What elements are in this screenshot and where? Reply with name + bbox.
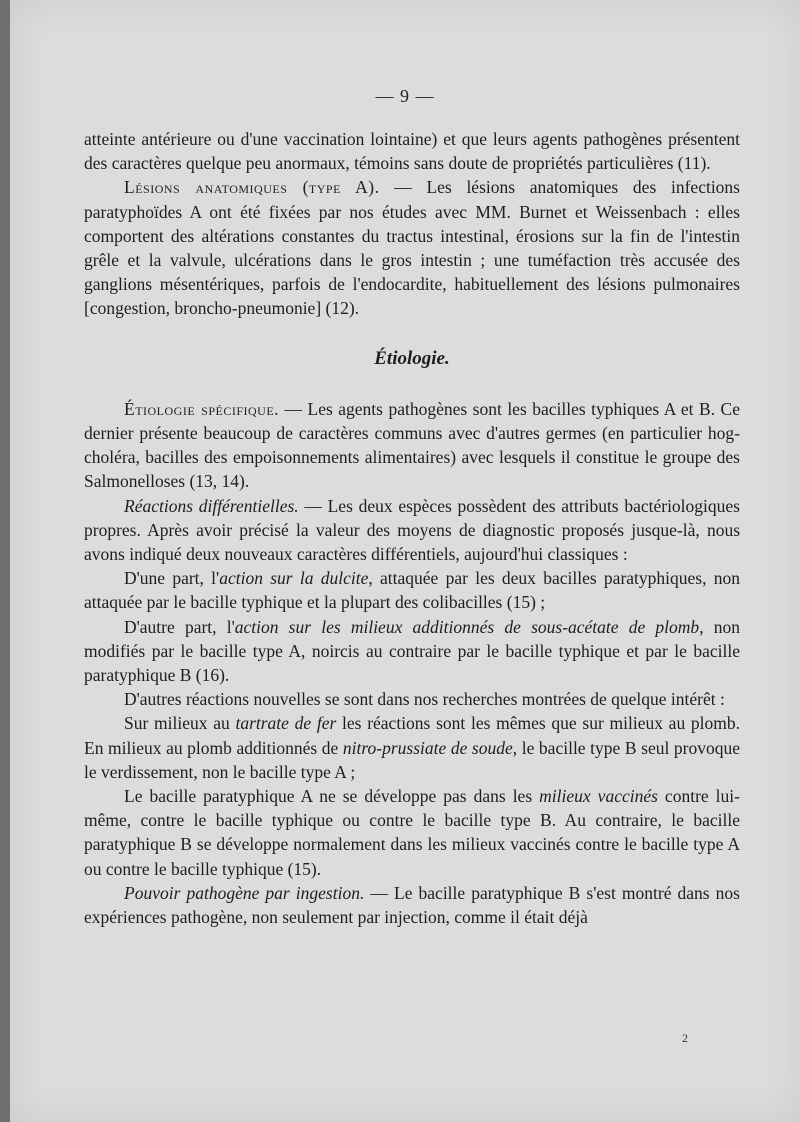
tartrate-italic: tartrate de fer xyxy=(235,713,337,734)
paragraph-1: atteinte antérieure ou d'une vaccination lointaine) et que leurs agents pathogènes présentent des caractères quelque peu anormaux, témoins sans doute de propriétés particulières (11). xyxy=(84,129,740,174)
plomb-italic: action sur les milieux additionnés de sous-acétate de plomb xyxy=(234,616,700,637)
vaccines-text-c: contre lui-même, contre le bacille typhique ou contre le bacille type B. Au contraire, le bacille paratyphique B se développe normalement dans les milieux vaccinés contre le bacille type A ou contre le bacille typhique (15). xyxy=(84,786,740,879)
reactions-text: — Les deux espèces possèdent des attributs bactériologiques propres. Après avoir précisé la valeur des moyens de diagnostic proposés jusque-là, nous avons indiqué deux nouveaux caractères différentiels, aujourd'hui classiques : xyxy=(84,495,740,565)
plomb-text-c: , non modifiés par le bacille type A, noircis au contraire par le bacille typhique et par le bacille paratyphique B (16). xyxy=(84,616,740,686)
reactions-run-in-heading: Réactions différentielles. xyxy=(124,495,299,516)
etiologie-run-in-heading: Étiologie spécifique. xyxy=(124,398,280,419)
paragraph-pouvoir xyxy=(84,881,740,929)
paragraph-lesions xyxy=(84,175,740,320)
vaccines-text-a: Le bacille paratyphique A ne se développe pas dans les xyxy=(124,786,540,807)
paragraph-reactions-nouvelles: D'autres réactions nouvelles se sont dans nos recherches montrées de quelque intérêt : xyxy=(124,689,725,710)
paragraph-dulcite xyxy=(84,566,740,614)
page-body xyxy=(84,127,740,929)
dulcite-text-c: , attaquée par les deux bacilles paratyphiques, non attaquée par le bacille typhique et la plupart des colibacilles (15) ; xyxy=(84,568,740,613)
paragraph-etiologie xyxy=(84,397,740,494)
lesions-run-in-heading: Lésions anatomiques (type A). xyxy=(124,177,380,198)
plomb-text-a: D'autre part, l' xyxy=(124,616,235,637)
tartrate-text-a: Sur milieux au xyxy=(124,713,236,734)
document-page xyxy=(10,0,800,1122)
tartrate-text-e: , le bacille type B seul provoque le verdissement, non le bacille type A ; xyxy=(84,737,740,782)
dulcite-italic: action sur la dulcite xyxy=(219,568,369,589)
section-heading: Étiologie. xyxy=(374,347,450,369)
pouvoir-run-in-heading: Pouvoir pathogène par ingestion. xyxy=(124,882,365,903)
dulcite-text-a: D'une part, l' xyxy=(124,568,220,589)
paragraph-reactions xyxy=(84,494,740,567)
paragraph-tartrate xyxy=(84,711,740,784)
page-number: — 9 — xyxy=(375,86,435,106)
signature-mark: 2 xyxy=(682,1031,688,1045)
lesions-text: — Les lésions anatomiques des infections paratyphoïdes A ont été fixées par nos études avec MM. Burnet et Weissenbach : elles comportent des altérations constantes du tractus intestinal, érosions sur la fin de l'intestin grêle et la valvule, ulcérations dans le gros intestin ; une tuméfaction très accusée des ganglions mésentériques, parfois de l'endocardite, habituellement des lésions pulmonaires [congestion, broncho-pneumonie] (12). xyxy=(84,177,740,319)
pouvoir-text: — Le bacille paratyphique B s'est montré dans nos expériences pathogène, non seulement par injection, comme il était déjà xyxy=(84,882,740,928)
paragraph-vaccines xyxy=(84,784,740,881)
etiologie-text: — Les agents pathogènes sont les bacilles typhiques A et B. Ce dernier présente beaucoup de caractères communs avec d'autres germes (en particulier hog-choléra, bacilles des empoisonnements alimentaires) avec lesquels il constitue le groupe des Salmonelloses (13, 14). xyxy=(84,398,740,492)
tartrate-text-c: les réactions sont les mêmes que sur milieux au plomb. En milieux au plomb additionnés de xyxy=(84,713,741,758)
vaccines-italic: milieux vaccinés xyxy=(539,786,658,807)
nitroprussiate-italic: nitro-prussiate de soude xyxy=(342,737,513,758)
paragraph-plomb xyxy=(84,615,740,688)
